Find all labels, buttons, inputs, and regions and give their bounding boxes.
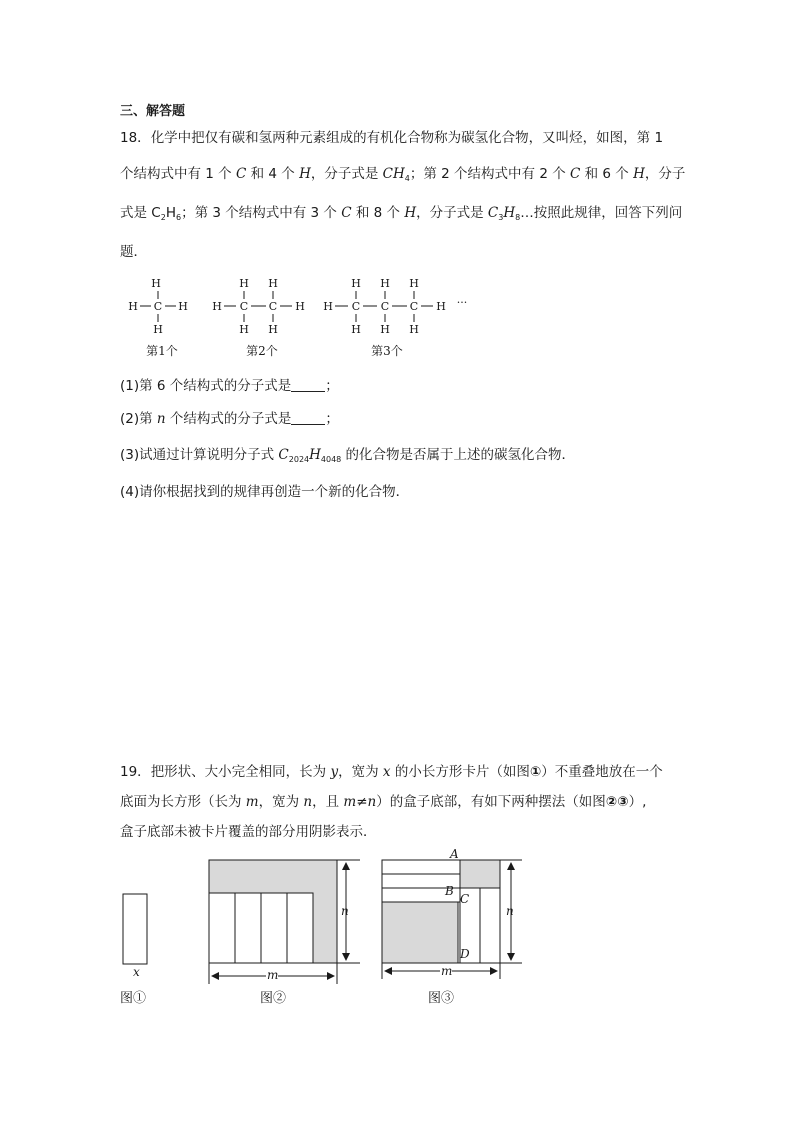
sub: 8 bbox=[515, 213, 521, 222]
answer-blank[interactable] bbox=[291, 379, 325, 392]
formula: C bbox=[151, 205, 161, 221]
t: (2)第 bbox=[120, 411, 157, 427]
sub: 4 bbox=[404, 174, 410, 183]
atom-h: H bbox=[178, 300, 188, 313]
atom-h: H bbox=[212, 300, 222, 313]
atom-h: H bbox=[409, 323, 419, 336]
sub: 2 bbox=[160, 213, 166, 222]
var: C bbox=[341, 205, 352, 221]
atom-h: H bbox=[436, 300, 446, 313]
q18-line2 bbox=[120, 162, 685, 183]
t: ，分子式是 bbox=[310, 166, 383, 182]
ellipsis: ··· bbox=[456, 296, 468, 309]
q18-line1-text: 化学中把仅有碳和氢两种元素组成的有机化合物称为碳氢化合物，又叫烃，如图，第 1 bbox=[150, 130, 664, 146]
formula: H bbox=[503, 205, 516, 221]
caption-fig1: 图① bbox=[120, 991, 147, 1006]
figure-3 bbox=[382, 847, 522, 1006]
q18-line4: 题． bbox=[120, 244, 147, 260]
q19-figures bbox=[110, 846, 530, 1016]
atom-h: H bbox=[295, 300, 305, 313]
sub: 3 bbox=[498, 213, 504, 222]
t: (3)试通过计算说明分子式 bbox=[120, 447, 279, 463]
t: 的化合物是否属于上述的碳氢化合物． bbox=[341, 447, 576, 463]
molecule-3 bbox=[323, 277, 467, 336]
atom-c: C bbox=[239, 300, 249, 313]
caption-fig2: 图② bbox=[260, 991, 287, 1006]
caption-1: 第1个 bbox=[146, 344, 178, 358]
formula: CH bbox=[382, 166, 405, 182]
label-n: n bbox=[506, 904, 514, 918]
atom-h: H bbox=[380, 277, 390, 290]
t: 和 6 个 bbox=[580, 166, 634, 182]
sub: 4048 bbox=[320, 455, 342, 464]
var: C bbox=[570, 166, 581, 182]
atom-h: H bbox=[239, 323, 249, 336]
var: C bbox=[278, 447, 289, 463]
q18-sub3 bbox=[120, 443, 575, 464]
q19-line1 bbox=[120, 760, 663, 780]
label-c: C bbox=[460, 892, 470, 906]
atom-c: C bbox=[409, 300, 419, 313]
q18-line3 bbox=[120, 201, 682, 222]
molecule-2 bbox=[212, 277, 305, 336]
t: ）, bbox=[628, 794, 647, 810]
var: n bbox=[156, 411, 166, 427]
caption-fig3: 图③ bbox=[428, 991, 455, 1006]
atom-c: C bbox=[380, 300, 390, 313]
sub: 6 bbox=[175, 213, 182, 222]
var: y bbox=[330, 764, 339, 780]
atom-h: H bbox=[151, 277, 161, 290]
t: ）不重叠地放在一个 bbox=[541, 764, 663, 780]
t: 和 8 个 bbox=[351, 205, 405, 221]
atom-h: H bbox=[239, 277, 249, 290]
t: ； bbox=[325, 411, 339, 427]
t: ）的盒子底部，有如下两种摆法（如图 bbox=[376, 794, 606, 810]
hydrocarbon-figure bbox=[120, 268, 480, 364]
q19-number: 19． bbox=[120, 764, 151, 780]
t: 底面为长方形（长为 bbox=[120, 794, 246, 810]
t: 式是 bbox=[120, 205, 152, 221]
t: ，分子式是 bbox=[416, 205, 488, 221]
q18-sub2 bbox=[120, 407, 339, 427]
caption-2: 第2个 bbox=[246, 344, 278, 358]
t: 和 4 个 bbox=[246, 166, 300, 182]
q18-number: 18． bbox=[120, 130, 151, 146]
label-a: A bbox=[450, 847, 459, 861]
atom-h: H bbox=[409, 277, 419, 290]
atom-h: H bbox=[268, 277, 278, 290]
atom-h: H bbox=[128, 300, 138, 313]
label-x: x bbox=[133, 965, 140, 979]
var: H bbox=[309, 447, 321, 463]
q18-sub4: (4)请你根据找到的规律再创造一个新的化合物． bbox=[120, 484, 410, 500]
atom-c: C bbox=[153, 300, 163, 313]
molecule-1 bbox=[128, 277, 188, 336]
t: ，宽为 bbox=[258, 794, 304, 810]
t: ； bbox=[325, 378, 339, 394]
atom-h: H bbox=[153, 323, 163, 336]
figure-2 bbox=[209, 860, 360, 1006]
answer-blank[interactable] bbox=[291, 412, 325, 425]
q19-line2 bbox=[120, 790, 646, 810]
formula: H bbox=[165, 205, 176, 221]
label-b: B bbox=[445, 884, 454, 898]
inequality: m≠n bbox=[343, 794, 377, 810]
t: ；第 2 个结构式中有 2 个 bbox=[409, 166, 570, 182]
q18-line1 bbox=[120, 126, 663, 146]
var: x bbox=[382, 764, 391, 780]
var: n bbox=[303, 794, 313, 810]
var: H bbox=[299, 166, 311, 182]
label-d: D bbox=[460, 947, 470, 961]
section-title: 三、解答题 bbox=[120, 104, 186, 119]
atom-h: H bbox=[323, 300, 333, 313]
var: H bbox=[404, 205, 417, 221]
t: ；第 3 个结构式中有 3 个 bbox=[181, 205, 342, 221]
var: m bbox=[245, 794, 259, 810]
atom-h: H bbox=[351, 277, 361, 290]
fig-ref: ②③ bbox=[605, 794, 629, 810]
t: 的小长方形卡片（如图 bbox=[390, 764, 530, 780]
t: …按照此规律，回答下列问 bbox=[520, 205, 683, 221]
t: 个结构式的分子式是 bbox=[165, 411, 292, 427]
label-m: m bbox=[441, 964, 453, 978]
label-m: m bbox=[267, 968, 279, 982]
label-n: n bbox=[341, 904, 349, 918]
t: ，宽为 bbox=[338, 764, 383, 780]
t: ，且 bbox=[312, 794, 344, 810]
figure-1-card bbox=[120, 894, 147, 1006]
var: C bbox=[235, 166, 247, 182]
q18-sub1 bbox=[120, 374, 339, 394]
atom-c: C bbox=[351, 300, 361, 313]
sub: 2024 bbox=[288, 455, 310, 464]
atom-h: H bbox=[351, 323, 361, 336]
var: H bbox=[633, 166, 645, 182]
q19-line3: 盒子底部未被卡片覆盖的部分用阴影表示． bbox=[120, 824, 377, 840]
fig-ref: ① bbox=[529, 764, 542, 780]
t: 把形状、大小完全相同，长为 bbox=[150, 764, 331, 780]
t: (1)第 6 个结构式的分子式是 bbox=[120, 378, 292, 394]
formula: C bbox=[487, 205, 499, 221]
atom-c: C bbox=[268, 300, 278, 313]
atom-h: H bbox=[268, 323, 278, 336]
t: 个结构式中有 1 个 bbox=[120, 166, 236, 182]
caption-3: 第3个 bbox=[371, 344, 403, 358]
atom-h: H bbox=[380, 323, 390, 336]
t: ，分子 bbox=[644, 166, 686, 182]
